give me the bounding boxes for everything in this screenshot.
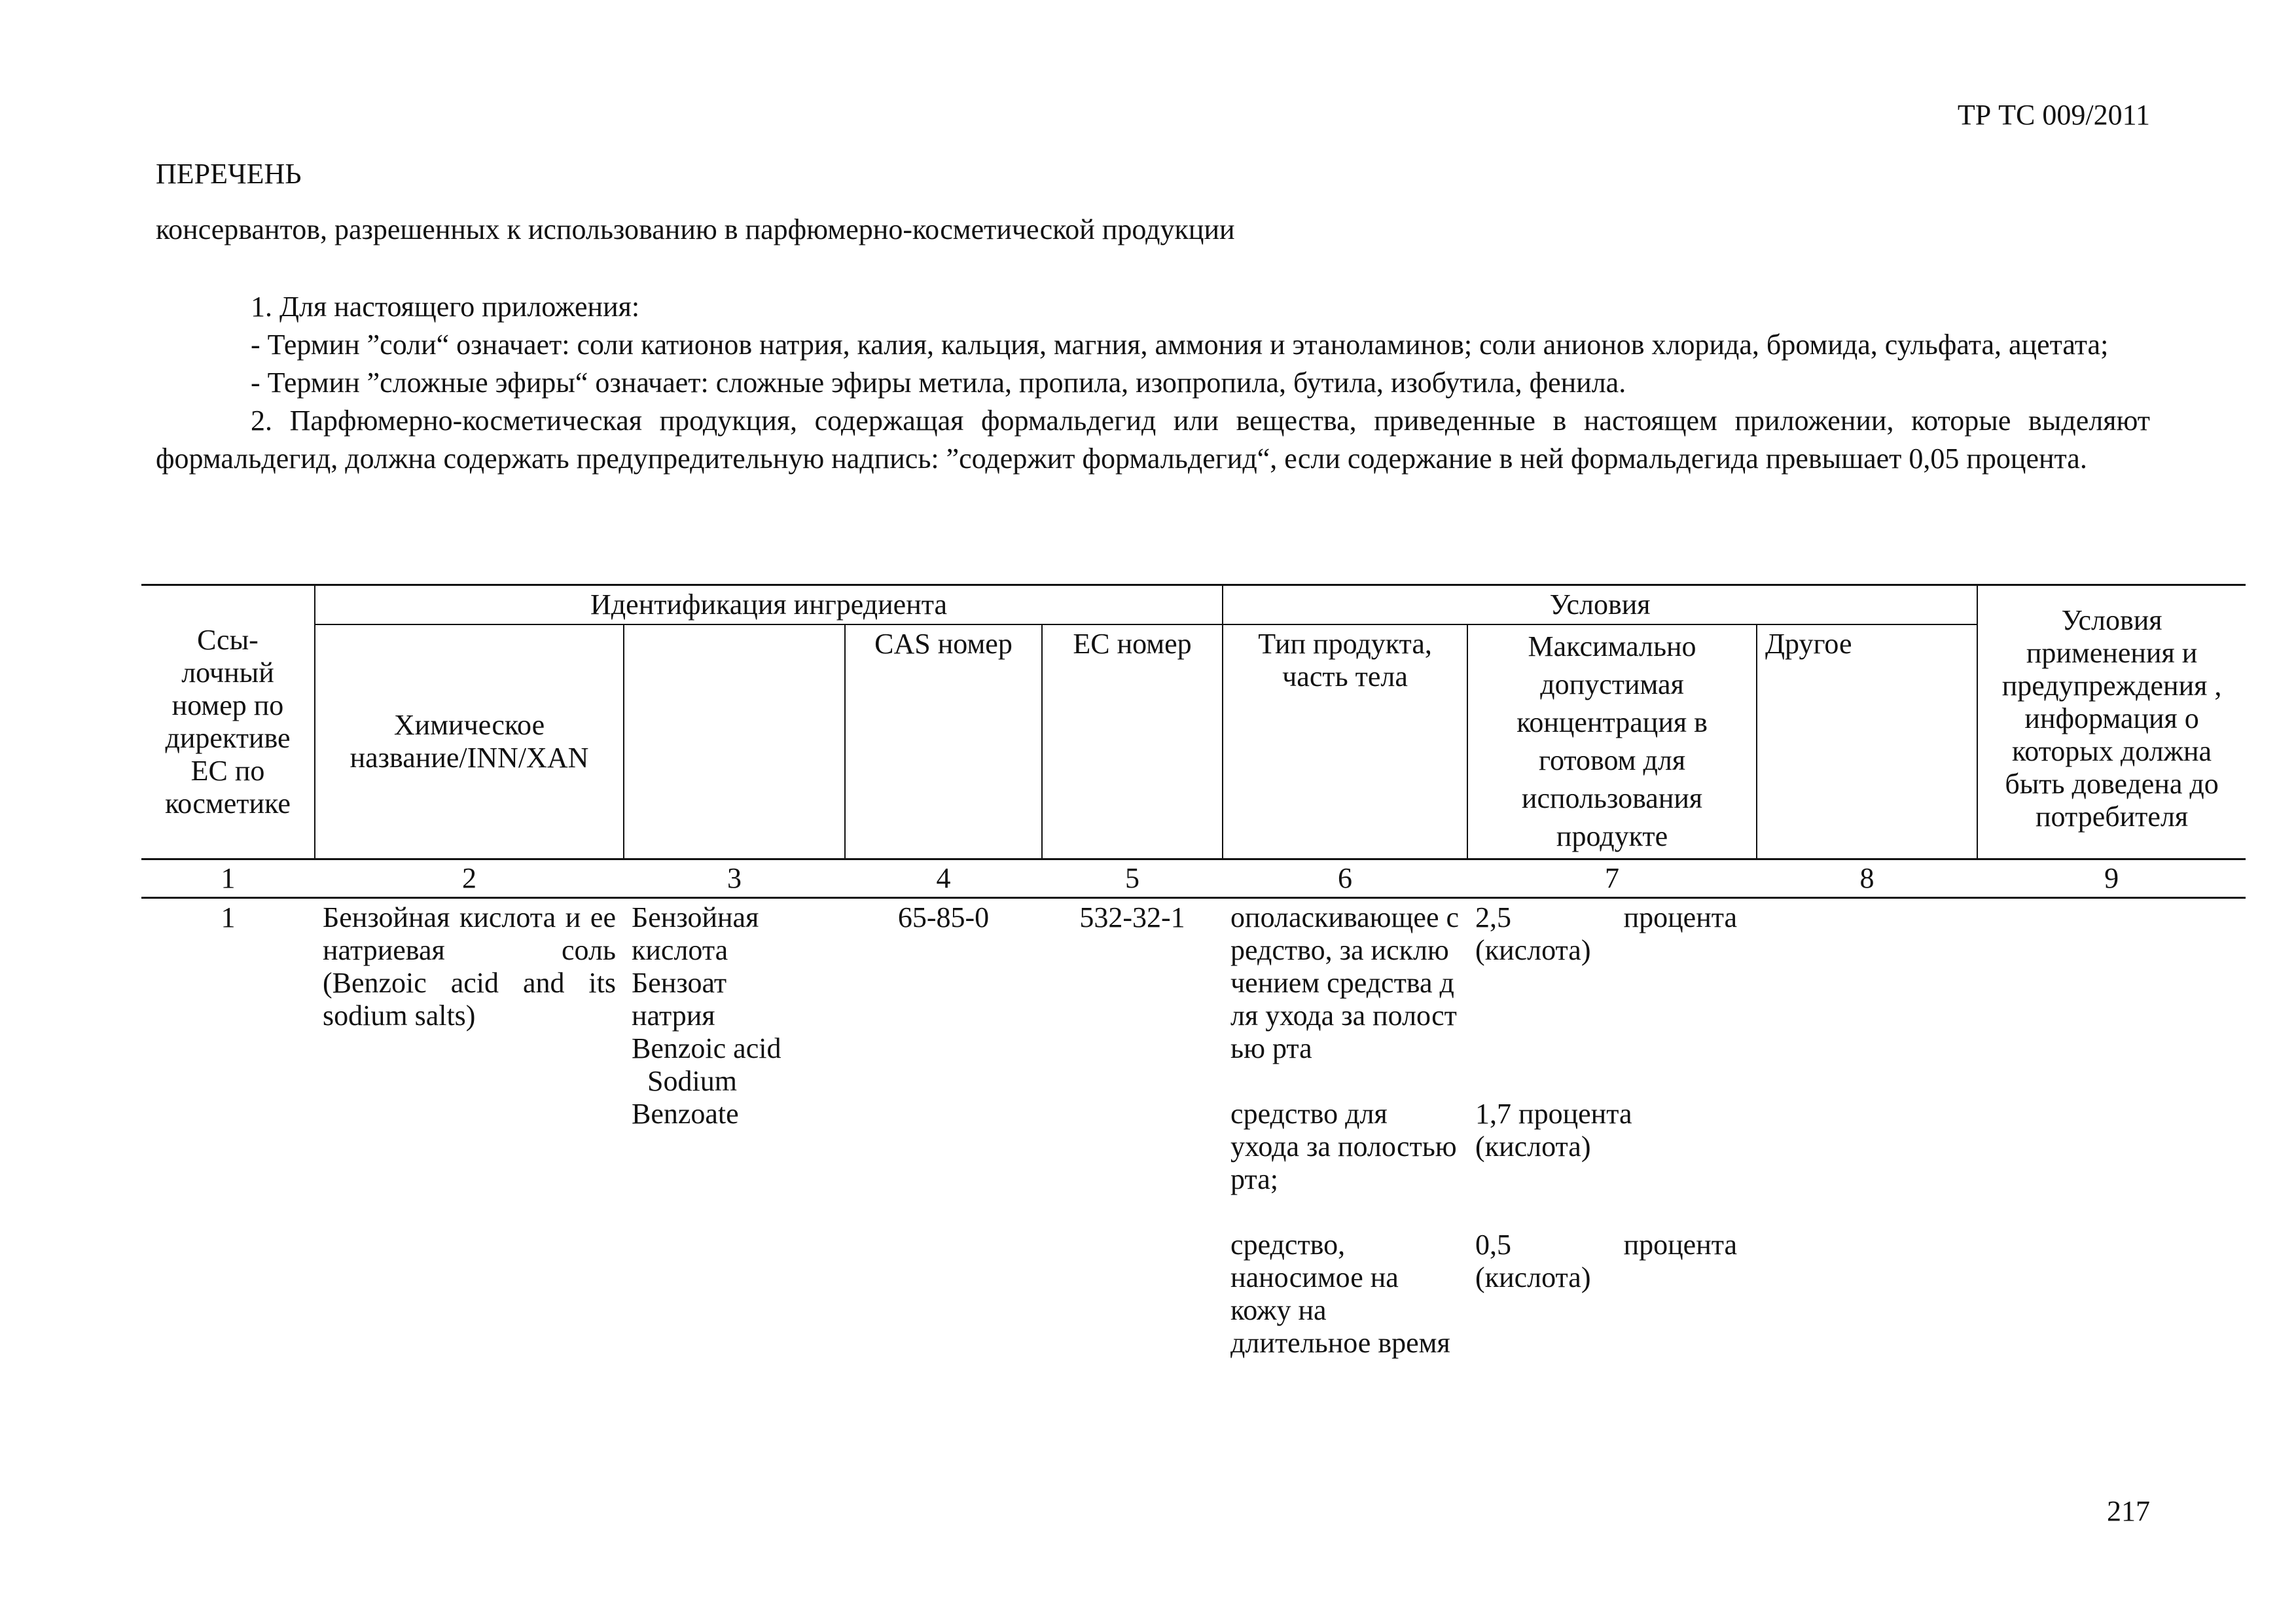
intro-paragraph-2: - Термин ”соли“ означает: соли катионов натрия, калия, кальция, магния, аммония и этаноламинов; соли анионов хлорида, бромида, сульфата, ацетата; [251,329,2109,361]
intro-text [156,288,2150,478]
column-number: 8 [1757,859,1977,898]
cell-concentrations [1467,898,1757,1363]
cell-inn-names [624,898,845,1363]
cell-chemical-name: Бензойная кислота и ее натриевая соль (Benzoic acid and its sodium salts) [323,901,616,1032]
column-number: 6 [1223,859,1467,898]
page-subtitle: консервантов, разрешенных к использованию в парфюмерно-косметической продукции [156,213,1235,245]
header-inn-name [624,624,845,859]
column-number: 9 [1977,859,2246,898]
inn-name-line: Бензойная [632,901,759,933]
cell-warnings [1977,898,2246,1363]
column-number: 4 [845,859,1042,898]
cell-product-types [1223,898,1467,1363]
cell-cas-number: 65-85-0 [897,901,990,933]
column-number: 3 [624,859,845,898]
concentration: 1,7 процента (кислота) [1475,1098,1632,1163]
cell-other [1757,898,1977,1363]
header-warnings: Условия применения и предупреждения , информация о которых должна быть доведена до потребителя [1977,585,2246,859]
header-ref-number: Ссы- лочный номер по директиве ЕС по косметике [141,585,315,859]
header-cas-number: CAS номер [845,624,1042,859]
document-id: ТР ТС 009/2011 [1957,99,2150,131]
inn-name-line: Benzoic acid [632,1032,781,1064]
cell-ec-number: 532-32-1 [1079,901,1185,933]
inn-name-line: Бензоат [632,967,727,999]
header-ec-number: ЕС номер [1042,624,1223,859]
column-number: 1 [141,859,315,898]
column-number: 5 [1042,859,1223,898]
table-row [141,898,2246,1363]
header-product-type: Тип продукта, часть тела [1223,624,1467,859]
header-group-identification: Идентификация ингредиента [315,585,1223,625]
inn-name-line: Benzoate [632,1098,739,1130]
concentration: 0,5 процента (кислота) [1475,1229,1738,1293]
column-number: 7 [1467,859,1757,898]
concentration: 2,5 процента (кислота) [1475,901,1738,966]
page-title: ПЕРЕЧЕНЬ [156,158,302,190]
page-number: 217 [2107,1495,2150,1527]
product-type: средство для ухода за полостью рта; [1230,1098,1457,1195]
inn-name-line: кислота [632,934,728,966]
header-chemical-name: Химическое название/INN/XAN [315,624,624,859]
product-type: средство, наносимое на кожу на длительное время [1230,1229,1450,1359]
inn-name-line: Sodium [647,1065,737,1097]
intro-paragraph-3: - Термин ”сложные эфиры“ означает: сложные эфиры метила, пропила, изопропила, бутила, изобутила, фенила. [251,367,1626,399]
header-other: Другое [1757,624,1977,859]
intro-paragraph-1: 1. Для настоящего приложения: [251,291,640,323]
header-max-concentration: Максимально допустимая концентрация в готовом для использования продукте [1467,624,1757,859]
cell-ref-number: 1 [221,901,236,933]
preservatives-table [141,584,2246,1362]
inn-name-line: натрия [632,1000,715,1032]
column-number: 2 [315,859,624,898]
product-type: ополаскивающее средство, за исключением средства для ухода за полостью рта [1230,901,1460,1064]
header-group-conditions: Условия [1223,585,1977,625]
intro-paragraph-4: 2. Парфюмерно-косметическая продукция, содержащая формальдегид или вещества, приведенные в настоящем приложении, которые выделяют формальдегид, должна содержать предупредительную надпись: ”содержит формальдегид“, если содержание в ней формальдегида превышает 0,05 процента. [156,405,2150,475]
